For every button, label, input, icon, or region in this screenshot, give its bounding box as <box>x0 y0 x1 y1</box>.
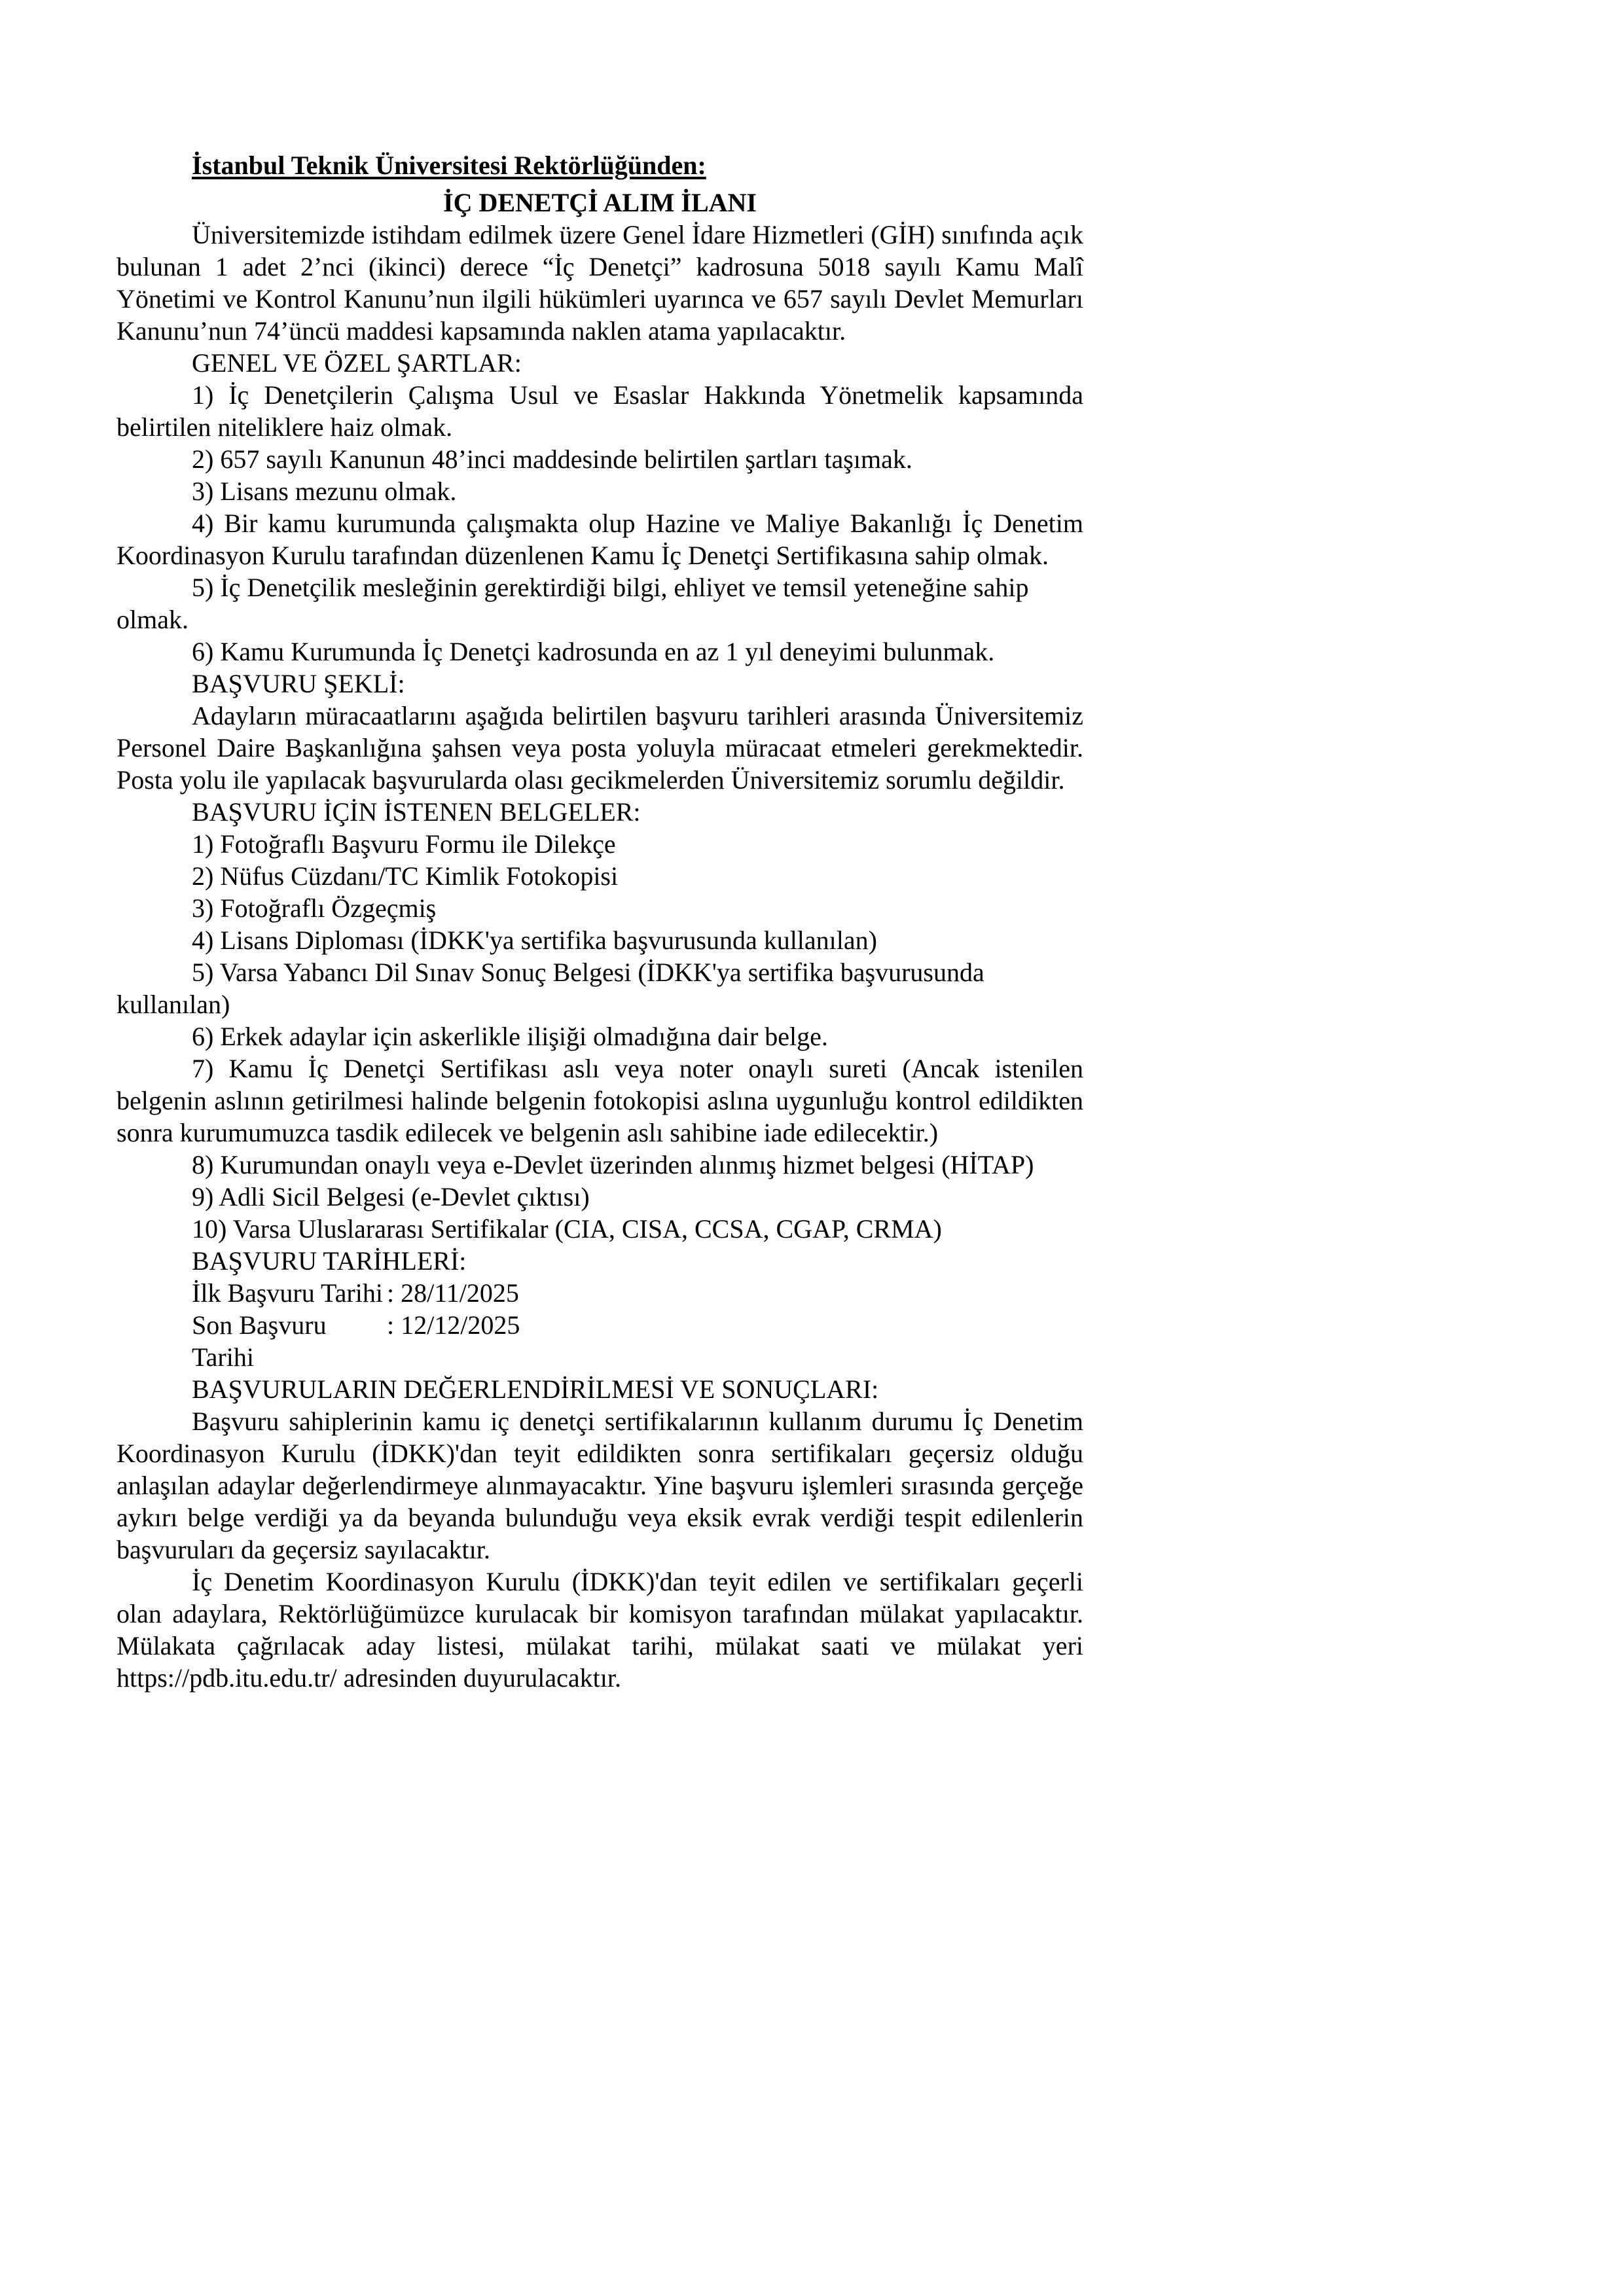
required-document-item-4: 4) Lisans Diploması (İDKK'ya sertifika başvurusunda kullanılan) <box>192 925 877 955</box>
issuer-heading <box>117 149 1083 181</box>
application-method-heading: BAŞVURU ŞEKLİ: <box>192 669 405 698</box>
last-application-date-label: Son Başvuru Tarihi <box>192 1310 327 1372</box>
document-content <box>117 149 1083 1694</box>
required-document-item-5: 5) Varsa Yabancı Dil Sınav Sonuç Belgesi (İDKK'ya sertifika başvurusunda kullanılan) <box>117 958 984 1019</box>
first-application-date-row <box>117 1277 1083 1309</box>
evaluation-paragraph-2: İç Denetim Koordinasyon Kurulu (İDKK)'dan teyit edilen ve sertifikaları geçerli olan adaylara, Rektörlüğümüzce kurulacak bir komisyon tarafından mülakat yapılacaktır. Mülakata çağrılacak aday listesi, mülakat tarihi, mülakat saati ve mülakat yeri https://pdb.itu.edu.tr/ adresinden duyurulacaktır. <box>117 1567 1083 1693</box>
required-document-item-1: 1) Fotoğraflı Başvuru Formu ile Dilekçe <box>192 829 616 859</box>
general-conditions-heading: GENEL VE ÖZEL ŞARTLAR: <box>192 348 522 378</box>
general-condition-item-2: 2) 657 sayılı Kanunun 48’inci maddesinde belirtilen şartları taşımak. <box>192 444 912 474</box>
last-application-date-row <box>117 1309 1083 1373</box>
general-condition-item-6: 6) Kamu Kurumunda İç Denetçi kadrosunda en az 1 yıl deneyimi bulunmak. <box>192 637 995 666</box>
intro-paragraph: Üniversitemizde istihdam edilmek üzere Genel İdare Hizmetleri (GİH) sınıfında açık bulunan 1 adet 2’nci (ikinci) derece “İç Denetçi” kadrosuna 5018 sayılı Kamu Malî Yönetimi ve Kontrol Kanunu’nun ilgili hükümleri uyarınca ve 657 sayılı Devlet Memurları Kanunu’nun 74’üncü maddesi kapsamında naklen atama yapılacaktır. <box>117 220 1083 346</box>
page-title: İÇ DENETÇİ ALIM İLANI <box>443 188 757 217</box>
general-condition-item-1: 1) İç Denetçilerin Çalışma Usul ve Esaslar Hakkında Yönetmelik kapsamında belirtilen niteliklere haiz olmak. <box>117 380 1083 442</box>
required-document-item-6: 6) Erkek adaylar için askerlikle ilişiği olmadığına dair belge. <box>192 1022 828 1051</box>
general-condition-item-4: 4) Bir kamu kurumunda çalışmakta olup Hazine ve Maliye Bakanlığı İç Denetim Koordinasyon Kurulu tarafından düzenlenen Kamu İç Denetçi Sertifikasına sahip olmak. <box>117 509 1083 570</box>
evaluation-paragraph-1: Başvuru sahiplerinin kamu iç denetçi sertifikalarının kullanım durumu İç Denetim Koordinasyon Kurulu (İDKK)'dan teyit edildikten sonra sertifikaları geçersiz olduğu anlaşılan adaylar değerlendirmeye alınmayacaktır. Yine başvuru işlemleri sırasında gerçeğe aykırı belge verdiği ya da beyanda bulunduğu veya eksik evrak verdiği tespit edilenlerin başvuruları da geçersiz sayılacaktır. <box>117 1407 1083 1564</box>
application-method-paragraph: Adayların müracaatlarını aşağıda belirtilen başvuru tarihleri arasında Üniversitemiz Personel Daire Başkanlığına şahsen veya posta yoluyla müracaat etmeleri gerekmektedir. Posta yolu ile yapılacak başvurularda olası gecikmelerden Üniversitemiz sorumlu değildir. <box>117 701 1083 795</box>
required-document-item-2: 2) Nüfus Cüzdanı/TC Kimlik Fotokopisi <box>192 861 619 891</box>
issuer-heading-text: İstanbul Teknik Üniversitesi Rektörlüğünden: <box>192 151 706 180</box>
required-document-item-7: 7) Kamu İç Denetçi Sertifikası aslı veya noter onaylı sureti (Ancak istenilen belgenin aslının getirilmesi halinde belgenin fotokopisi aslına uygunluğu kontrol edildikten sonra kurumumuzca tasdik edilecek ve belgenin aslı sahibine iade edilecektir.) <box>117 1054 1083 1147</box>
required-document-item-3: 3) Fotoğraflı Özgeçmiş <box>192 893 437 923</box>
general-condition-item-3: 3) Lisans mezunu olmak. <box>192 476 457 506</box>
application-dates-heading: BAŞVURU TARİHLERİ: <box>192 1246 467 1276</box>
evaluation-heading: BAŞVURULARIN DEĞERLENDİRİLMESİ VE SONUÇLARI: <box>192 1374 879 1404</box>
first-application-date-label: İlk Başvuru Tarihi <box>192 1278 383 1308</box>
general-condition-item-5: 5) İç Denetçilik mesleğinin gerektirdiği bilgi, ehliyet ve temsil yeteneğine sahip olmak. <box>117 573 1029 634</box>
required-document-item-10: 10) Varsa Uluslararası Sertifikalar (CIA, CISA, CCSA, CGAP, CRMA) <box>192 1214 942 1244</box>
first-application-date-value: : 28/11/2025 <box>387 1278 519 1308</box>
last-application-date-value: : 12/12/2025 <box>387 1310 520 1340</box>
required-document-item-9: 9) Adli Sicil Belgesi (e-Devlet çıktısı) <box>192 1182 590 1211</box>
required-documents-heading: BAŞVURU İÇİN İSTENEN BELGELER: <box>192 797 641 827</box>
required-document-item-8: 8) Kurumundan onaylı veya e-Devlet üzerinden alınmış hizmet belgesi (HİTAP) <box>192 1150 1034 1179</box>
